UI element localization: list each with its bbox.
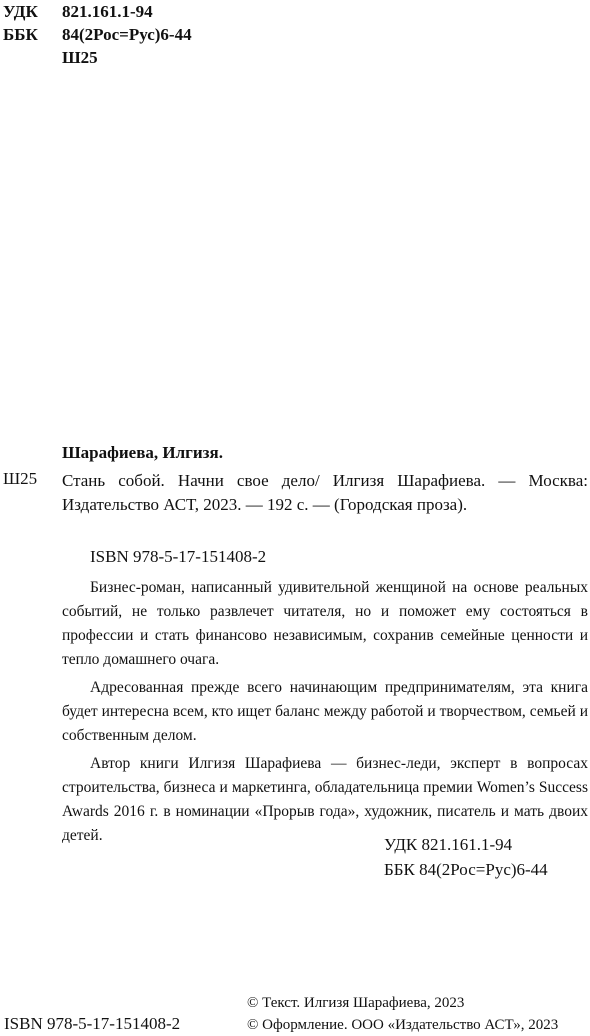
copyright-block	[247, 992, 558, 1036]
annotation	[62, 576, 588, 852]
bbk-bottom: ББК 84(2Рос=Рус)6-44	[384, 860, 548, 879]
copyright-design: © Оформление. ООО «Издательство АСТ», 2023	[247, 1017, 559, 1033]
author-mark: Ш25	[62, 48, 98, 67]
annotation-paragraph: Автор книги Илгизя Шарафиева — бизнес-леди, эксперт в вопросах строительства, бизнеса и маркетинга, обладательница премии Women’s Success Awards 2016 г. в номинации «Прорыв года», художник, писатель и мать двоих детей.	[62, 755, 588, 844]
author-heading: Шарафиева, Илгизя.	[62, 443, 223, 462]
author-mark-row	[3, 46, 192, 69]
classification-codes-bottom	[384, 832, 548, 882]
udk-value: 821.161.1-94	[62, 2, 153, 21]
annotation-paragraph: Адресованная прежде всего начинающим предпринимателям, эта книга будет интересна всем, кто ищет баланс между работой и творчеством, семьей и собственным делом.	[62, 679, 588, 744]
classification-codes-top	[3, 0, 192, 69]
author-code: Ш25	[3, 469, 38, 488]
udk-label: УДК	[3, 2, 38, 21]
bbk-row	[3, 23, 192, 46]
isbn-record: ISBN 978-5-17-151408-2	[90, 547, 267, 566]
bbk-label: ББК	[3, 25, 38, 44]
udk-row	[3, 0, 192, 23]
udk-bottom: УДК 821.161.1-94	[384, 835, 513, 854]
bibliographic-title: Стань собой. Начни свое дело/ Илгизя Шарафиева. — Москва: Издательство АСТ, 2023. — 192 с. — (Городская проза).	[62, 471, 588, 514]
isbn-footer: ISBN 978-5-17-151408-2	[4, 1014, 181, 1033]
annotation-paragraph: Бизнес-роман, написанный удивительной женщиной на основе реальных событий, не только развлечет читателя, но и поможет ему состояться в профессии и стать финансово независимым, сохранив семейные ценности и тепло домашнего очага.	[62, 579, 588, 668]
copyright-text: © Текст. Илгизя Шарафиева, 2023	[247, 995, 465, 1011]
bbk-value: 84(2Рос=Рус)6-44	[62, 25, 192, 44]
